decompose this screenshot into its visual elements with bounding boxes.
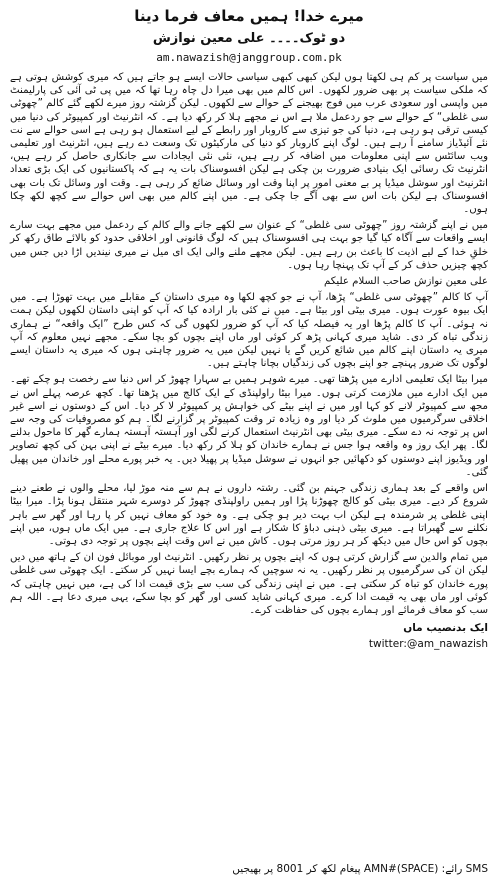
article-byline: دو ٹوک۔۔۔۔ علی معین نوازش — [152, 31, 346, 46]
body-paragraph: آپ کا کالم ”چھوٹی سی غلطی“ پڑھا، آپ نے جو کچھ لکھا وہ میری داستان کے مقابلے میں بہت تھوڑا ہے۔ میں ایک بیوہ عورت ہوں۔ میری بیٹی اور بیٹا ہے۔ میں نے کئی بار ارادہ کیا کہ آپ کو اپنی داستان لکھوں لیکن ہمت نہ ہوئی۔ آپ کا کالم پڑھا اور یہ فیصلہ کیا کہ آپ کو ضرور لکھوں گی کہ کس طرح ”ایک واقعہ“ نے ہماری زندگی تباہ کر دی۔ شاید میری کہانی پڑھ کر کوئی اور ماں اپنے بچوں کو بچا سکے۔ مجھے نہیں معلوم کہ آپ میری یہ داستان اپنے کالم میں شائع کریں گے یا نہیں لیکن میں یہ ضرور چاہتی ہوں کہ میری یہ داستان ایسے لوگوں تک ضرور پہنچے جو اپنے بچوں کی زندگیاں بچانا چاہتے ہیں۔ — [10, 292, 488, 370]
body-paragraph: میں نے اپنے گزشتہ روز ”چھوٹی سی غلطی“ کے عنوان سے لکھے جانے والے کالم کے ردعمل میں مجھے بہت سارے ایسے واقعات سے آگاہ کیا گیا جو بہت ہی افسوسناک ہیں کہ لوگ قانونی اور اخلاقی حدود کو بالائے طاق رکھ کر خلقِ خدا کے لیے اذیت کا باعث بن رہے ہیں۔ لیکن مجھے ملنے والی ایک ای میل نے میری نیندیں اڑا دیں جس میں کچھ چیزیں حذف کر کے آپ تک پہنچا رہا ہوں۔ — [10, 220, 488, 271]
body-paragraph: اس واقعے کے بعد ہماری زندگی جہنم بن گئی۔ رشتہ داروں نے ہم سے منہ موڑ لیا، محلے والوں نے طعنے دینے شروع کر دیے۔ میری بیٹی کو کالج چھوڑنا پڑا اور ہمیں راولپنڈی چھوڑ کر دوسرے شہر منتقل ہونا پڑا۔ میرا بیٹا اپنی غلطی پر شرمندہ ہے لیکن اب بہت دیر ہو چکی ہے۔ وہ خود کو معاف نہیں کر پا رہا اور گھر سے باہر نکلنے سے گھبراتا ہے۔ میری بیٹی ذہنی دباؤ کا شکار ہے اور اس کا علاج جاری ہے۔ میں ایک ماں ہوں، میں اپنے بچوں کو اس حال میں دیکھ کر ہر روز مرتی ہوں۔ کاش میں نے اس وقت اپنے بچوں پر توجہ دی ہوتی۔ — [10, 483, 488, 547]
body-paragraph: میرا بیٹا ایک تعلیمی ادارے میں پڑھتا تھی۔ میرے شوہر ہمیں بے سہارا چھوڑ کر اس دنیا سے رخصت ہو چکے تھے۔ میں ایک ادارے میں ملازمت کرتی ہوں۔ میرا بیٹا راولپنڈی کے ایک کالج میں پڑھتا تھا۔ کچھ عرصہ پہلے اس نے مجھ سے کمپیوٹر لانے کو کہا اور میں نے اپنے بیٹے کی خواہش پر کمپیوٹر لا کر دیا۔ اس کے دوستوں نے اسے غیر اخلاقی سرگرمیوں میں ملوث کر دیا اور وہ زیادہ تر وقت کمپیوٹر پر گزارنے لگا۔ ہم کو مصروفیات کی وجہ سے اس پر توجہ نہ دے سکے۔ میری بیٹی بھی انٹرنیٹ استعمال کرنے لگی اور آہستہ آہستہ ہمارے گھر کا ماحول بدلنے لگا۔ پھر ایک روز وہ واقعہ ہوا جس نے ہمارے خاندان کو ہلا کر رکھ دیا۔ میرے بیٹے نے اپنی بہن کی کچھ تصاویر اور ویڈیوز اپنے دوستوں کو دکھائیں جو انہوں نے سوشل میڈیا پر پھیلا دیں۔ یہ خبر پورے محلے اور خاندان میں پھیل گئی۔ — [10, 374, 488, 478]
article-body — [10, 71, 488, 651]
sms-feedback-line: SMS رائے: (SPACE)#AMN پیغام لکھ کر 8001 پر بھیجیں — [232, 863, 488, 875]
article-title: میرے خدا! ہمیں معاف فرما دینا — [134, 7, 364, 25]
letter-signoff: ایک بدنصیب ماں — [403, 622, 488, 635]
body-paragraph: میں سیاست پر کم ہی لکھتا ہوں لیکن کبھی کبھی سیاسی حالات ایسے ہو جاتے ہیں کہ میری کوشش ہوتی ہے کہ ملکی سیاست پر بھی ضرور لکھوں۔ اس کالم میں بھی میرا دل چاہ رہا تھا کہ میں پی ٹی آئی کی پارلیمنٹ میں واپسی اور سعودی عرب میں فوج بھیجنے کے حوالے سے لکھوں۔ لیکن گزشتہ روز میرے لکھے گئے کالم ”چھوٹی سی غلطی“ کے حوالے سے جو ردعمل ملا ہے اس نے مجھے ہلا کر رکھ دیا ہے۔ کہ انٹرنیٹ اور کمپیوٹر کی دنیا میں کیسی ترقی ہو رہی ہے، دنیا کی جو تیزی سے کاروبار اور رابطے کے لیے استعمال ہو رہی ہے اسی حوالے سے نت نئے آئیڈیاز سامنے آ رہے ہیں۔ لوگ اپنے کاروبار کو دنیا کی مارکیٹوں تک وسعت دے رہے ہیں، انٹرنیٹ اور تعلیمی ویب سائٹس سے اپنی معلومات میں اضافہ کر رہے ہیں، نئی نئی ایجادات سے جانکاری حاصل کر رہے ہیں، انٹرنیٹ تک رسائی ایک بنیادی ضرورت بن چکی ہے لیکن افسوسناک بات یہ ہے کہ پاکستانیوں کی ایک بڑی تعداد انٹرنیٹ اور سوشل میڈیا پر بے معنی امور پر اپنا وقت اور وسائل ضائع کر رہی ہے۔ وقت اور وسائل تک بات بھی افسوسناک ہے لیکن بات اس سے بھی آگے جا چکی ہے۔ میں اپنے کالم میں بھی اس حوالے سے کچھ لکھ چکا ہوں۔ — [10, 72, 488, 216]
author-twitter: twitter:@am_nawazish — [368, 638, 488, 651]
letter-salutation: علی معین نوازش صاحب السلام علیکم — [323, 276, 488, 288]
body-paragraph: میں تمام والدین سے گزارش کرتی ہوں کہ اپنے بچوں پر نظر رکھیں۔ انٹرنیٹ اور موبائل فون ان کے ہاتھ میں دیں لیکن ان کی سرگرمیوں پر نظر رکھیں۔ یہ نہ سوچیں کہ ہمارے بچے ایسا نہیں کر سکتے۔ ایک چھوٹی سی غلطی پورے خاندان کو تباہ کر سکتی ہے۔ میں نے اپنی زندگی کی سب سے بڑی قیمت ادا کی ہے، میں نہیں چاہتی کہ کوئی اور ماں بھی یہ قیمت ادا کرے۔ میری کہانی شاید کسی اور گھر کو بچا سکے، یہی میری دعا ہے۔ اللہ ہم سب کو معاف فرمائے اور ہمارے بچوں کی حفاظت کرے۔ — [10, 552, 488, 616]
author-email: am.nawazish@janggroup.com.pk — [156, 51, 342, 64]
